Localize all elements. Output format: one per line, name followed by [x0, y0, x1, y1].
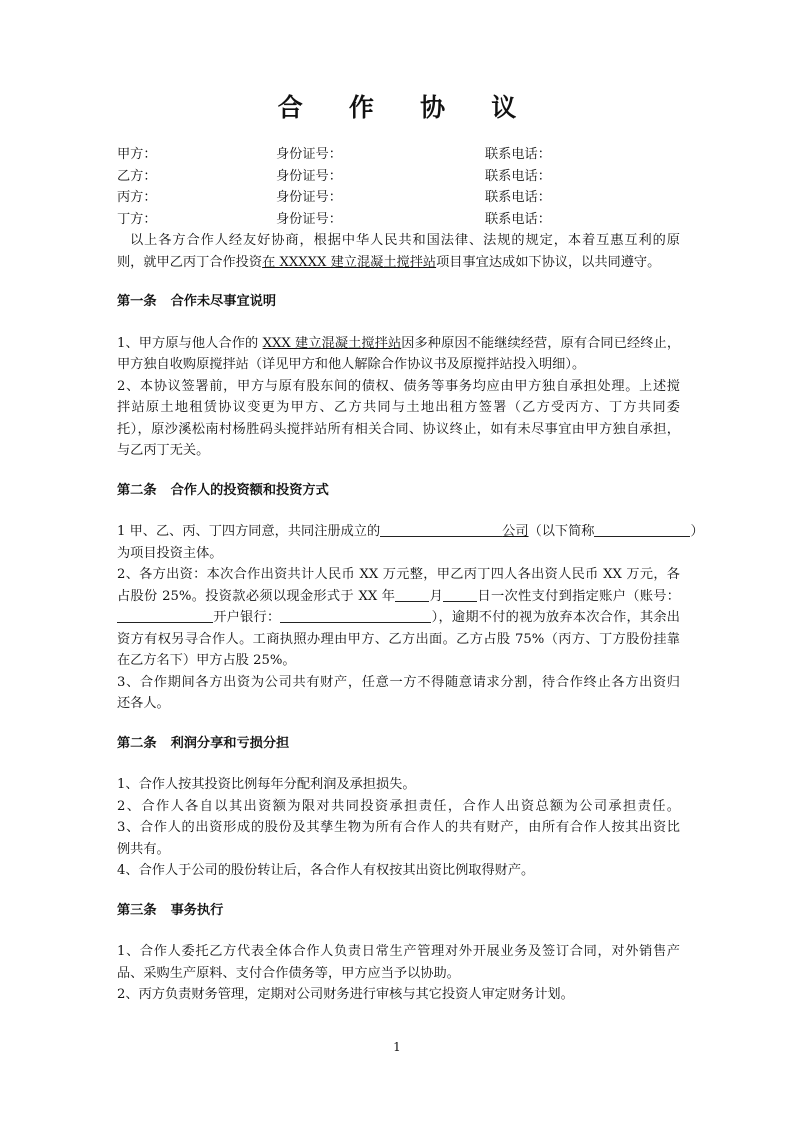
party-name: 丁方：: [117, 211, 157, 227]
text-segment: 在乙方名下）甲方占股 25%。: [117, 653, 296, 668]
party-phone-label: 联系电话：: [485, 147, 551, 162]
text-segment: 甲方独自收购原搅拌站（详见甲方和他人解除合作协议书及原搅拌站投入明细）。: [117, 357, 586, 372]
text-segment: 1、合作人委托乙方代表全体合作人负责日常生产管理对外开展业务及签订合同，对外销售产: [117, 944, 680, 959]
text-segment: 2、丙方负责财务管理，定期对公司财务进行审核与其它投资人审定财务计划。: [117, 987, 574, 1002]
party-phone-label: 联系电话：: [485, 190, 551, 205]
section-body: [117, 521, 704, 715]
text-segment: 月: [429, 588, 444, 604]
text-segment: （以下简称: [528, 524, 595, 539]
text-line: [117, 860, 680, 882]
text-line: [117, 230, 680, 252]
text-line: [117, 774, 680, 796]
section-body: [117, 333, 680, 462]
section-number: 第一条: [117, 294, 157, 309]
text-line: [117, 796, 680, 818]
party-id-label: 身份证号：: [276, 211, 342, 227]
section-heading: [117, 733, 680, 755]
party-row: [117, 209, 680, 231]
section-title: 利润分享和亏损分担: [170, 735, 290, 751]
text-segment: 4、合作人于公司的股份转让后，各合作人有权按其出资比例取得财产。: [117, 863, 535, 878]
party-row: [117, 166, 680, 188]
text-line: [117, 333, 680, 355]
text-segment: ），逾期不付的视为放弃本次合作，其余出: [431, 610, 680, 625]
fill-in-blank: [380, 522, 502, 537]
fill-in-blank: [395, 587, 429, 602]
fill-in-blank: [594, 522, 690, 537]
party-name: 乙方：: [117, 168, 157, 184]
underlined-text: 公司: [502, 524, 529, 539]
text-segment: 因多种原因不能继续经营，原有合同已经终止，: [401, 335, 681, 351]
text-segment: 还各人。: [117, 696, 170, 711]
text-segment: 以上各方合作人经友好协商，根据中华人民共和国法律、法规的规定，本着互惠互利的原: [130, 233, 680, 248]
text-line: [117, 354, 680, 376]
text-line: [117, 440, 680, 462]
text-segment: 托），原沙溪松南村杨胜码头搅拌站所有相关合同、协议终止，如有未尽事宜由甲方独自承担，: [117, 421, 680, 437]
text-line: [117, 817, 680, 839]
underlined-text: 在 XXXXX 建立混凝土搅拌站: [262, 254, 437, 270]
text-segment: 3、合作期间各方出资为公司共有财产，任意一方不得随意请求分割，待合作终止各方出资归: [117, 674, 680, 690]
text-line: [117, 672, 680, 694]
party-row: [117, 187, 680, 209]
text-segment: 例共有。: [117, 841, 170, 857]
text-segment: 2、合作人各自以其出资额为限对共同投资承担责任，合作人出资总额为公司承担责任。: [117, 798, 680, 814]
section: [117, 733, 680, 882]
text-line: [117, 693, 680, 715]
underlined-text: XXX 建立混凝土搅拌站: [262, 335, 402, 351]
text-segment: 1、甲方原与他人合作的: [117, 335, 263, 351]
text-line: [117, 397, 680, 419]
fill-in-blank: [117, 608, 213, 623]
text-line: [117, 521, 704, 543]
text-line: [117, 376, 680, 398]
party-name: 丙方：: [117, 190, 157, 205]
text-segment: 3、合作人的出资形成的股份及其孳生物为所有合作人的共有财产，由所有合作人按其出资比: [117, 820, 680, 835]
party-phone-label: 联系电话：: [485, 211, 551, 227]
text-segment: 则，就甲乙丙丁合作投资: [117, 254, 263, 270]
sections: [117, 291, 704, 1006]
page-number: 1: [393, 1040, 401, 1054]
section: [117, 291, 680, 462]
section-title: 合作人的投资额和投资方式: [170, 482, 329, 498]
text-segment: 2、本协议签署前，甲方与原有股东间的债权、债务等事务均应由甲方独自承担处理。上述搅: [117, 378, 680, 394]
party-id-label: 身份证号：: [276, 168, 342, 184]
text-segment: 为项目投资主体。: [117, 545, 223, 561]
section-heading: [117, 291, 680, 313]
text-segment: 日一次性支付到指定账户（账号：: [477, 588, 680, 604]
party-id-label: 身份证号：: [276, 147, 342, 162]
text-line: [117, 607, 680, 629]
party-id-label: 身份证号：: [276, 190, 342, 205]
text-segment: 1、合作人按其投资比例每年分配利润及承担损失。: [117, 777, 416, 792]
section-title: 事务执行: [170, 902, 224, 918]
text-segment: 开户银行：: [213, 610, 281, 625]
section-number: 第三条: [117, 902, 157, 918]
intro-paragraph: [117, 230, 680, 273]
section-number: 第二条: [117, 735, 157, 751]
section-body: [117, 774, 680, 882]
text-segment: 占股份 25%。投资款必须以现金形式于 XX 年: [117, 588, 396, 604]
section-heading: [117, 900, 680, 922]
fill-in-blank: [443, 587, 477, 602]
text-line: [117, 839, 680, 861]
text-line: [117, 984, 680, 1006]
text-line: [117, 963, 680, 985]
text-line: [117, 419, 680, 441]
text-line: [117, 586, 680, 608]
text-segment: 品、采购生产原料、支付合作债务等，甲方应当予以协助。: [117, 965, 460, 981]
party-name: 甲方：: [117, 147, 157, 162]
text-segment: 拌站原土地租赁协议变更为甲方、乙方共同与土地出租方签署（乙方受丙方、丁方共同委: [117, 400, 680, 415]
text-line: [117, 564, 680, 586]
section-number: 第二条: [117, 482, 157, 498]
section: [117, 900, 680, 1006]
text-segment: 与乙丙丁无关。: [117, 443, 210, 458]
text-segment: 项目事宜达成如下协议，以共同遵守。: [436, 254, 661, 270]
text-segment: 1 甲、乙、丙、丁四方同意，共同注册成立的: [117, 524, 381, 539]
text-line: [117, 543, 680, 565]
parties-block: [117, 144, 680, 230]
document-body: [117, 144, 704, 1006]
party-phone-label: 联系电话：: [485, 168, 551, 184]
section-heading: [117, 480, 680, 502]
document-title: 合 作 协 议: [277, 93, 536, 122]
section-body: [117, 941, 680, 1006]
text-segment: ）: [690, 524, 704, 539]
text-line: [117, 252, 680, 274]
text-segment: 资方有权另寻合作人。工商执照办理由甲方、乙方出面。乙方占股 75%（丙方、丁方股份挂靠: [117, 631, 680, 647]
section: [117, 480, 704, 715]
text-segment: 2、各方出资：本次合作出资共计人民币 XX 万元整，甲乙丙丁四人各出资人民币 XX 万元，各: [117, 567, 680, 582]
text-line: [117, 941, 680, 963]
party-row: [117, 144, 680, 166]
text-line: [117, 629, 680, 651]
fill-in-blank: [280, 608, 431, 623]
section-title: 合作未尽事宜说明: [170, 294, 277, 309]
text-line: [117, 650, 680, 672]
